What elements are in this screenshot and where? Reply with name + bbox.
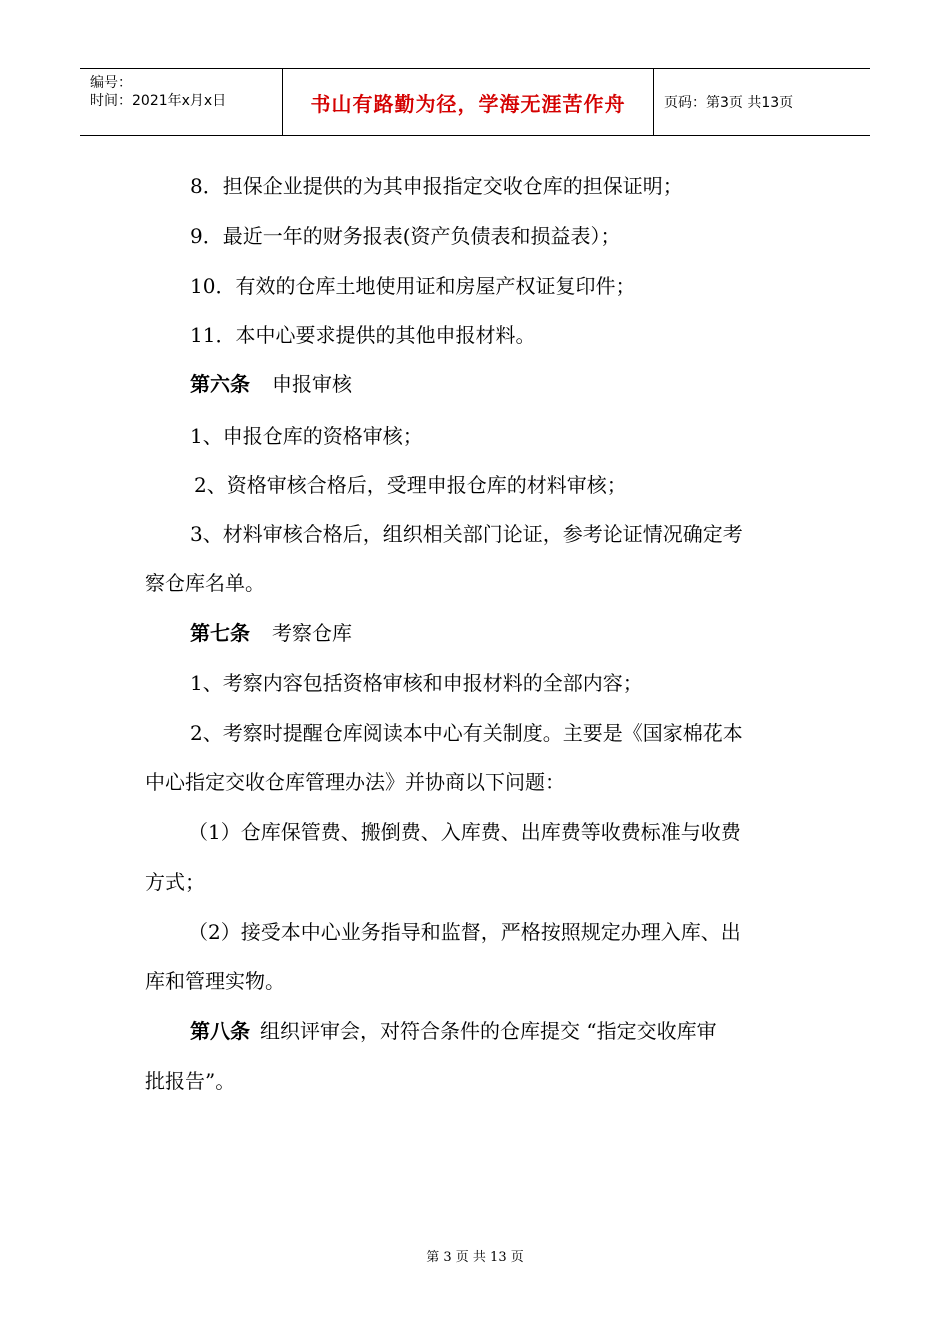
article-6-item-2: 2、资格审核合格后，受理申报仓库的材料审核； bbox=[194, 473, 627, 497]
article-7-item-2-cont: 中心指定交收仓库管理办法》并协商以下问题： bbox=[145, 770, 565, 794]
article-8-text: 组织评审会，对符合条件的仓库提交 “指定交收库审 bbox=[260, 1019, 717, 1043]
list-item-8: 8．担保企业提供的为其申报指定交收仓库的担保证明； bbox=[190, 174, 683, 198]
serial-number-label: 编号： bbox=[90, 75, 132, 91]
article-7-sub-2-cont: 库和管理实物。 bbox=[145, 969, 285, 993]
list-item-10: 10．有效的仓库土地使用证和房屋产权证复印件； bbox=[190, 274, 636, 298]
page-footer: 第 3 页 共 13 页 bbox=[426, 1250, 524, 1265]
article-8-text-cont: 批报告”。 bbox=[145, 1069, 236, 1093]
article-7-heading bbox=[190, 621, 352, 645]
header-page-info: 页码：第3页 共13页 bbox=[664, 95, 794, 111]
article-6-item-3-cont: 察仓库名单。 bbox=[145, 571, 265, 595]
article-6-name: 申报审核 bbox=[272, 372, 352, 396]
article-7-sub-1: （1）仓库保管费、搬倒费、入库费、出库费等收费标准与收费 bbox=[188, 820, 741, 844]
article-8-heading bbox=[190, 1019, 717, 1043]
date-line: 时间：2021年x月x日 bbox=[90, 93, 227, 109]
article-7-title: 第七条 bbox=[190, 621, 250, 645]
list-item-9: 9．最近一年的财务报表(资产负债表和损益表）； bbox=[190, 224, 621, 248]
article-6-item-3: 3、材料审核合格后，组织相关部门论证，参考论证情况确定考 bbox=[190, 522, 743, 546]
article-7-item-2: 2、考察时提醒仓库阅读本中心有关制度。主要是《国家棉花本 bbox=[190, 721, 743, 745]
header-divider bbox=[653, 69, 654, 135]
article-6-heading bbox=[190, 372, 352, 396]
article-8-title: 第八条 bbox=[190, 1019, 250, 1043]
article-6-title: 第六条 bbox=[190, 372, 250, 396]
article-7-item-1: 1、考察内容包括资格审核和申报材料的全部内容； bbox=[190, 671, 643, 695]
article-7-sub-2: （2）接受本中心业务指导和监督，严格按照规定办理入库、出 bbox=[188, 920, 741, 944]
header-motto: 书山有路勤为径，学海无涯苦作舟 bbox=[310, 91, 626, 116]
list-item-11: 11．本中心要求提供的其他申报材料。 bbox=[190, 323, 536, 347]
article-7-sub-1-cont: 方式； bbox=[145, 870, 205, 894]
document-header bbox=[80, 68, 870, 136]
article-6-item-1: 1、申报仓库的资格审核； bbox=[190, 424, 423, 448]
header-meta bbox=[80, 69, 282, 135]
article-7-name: 考察仓库 bbox=[272, 621, 352, 645]
